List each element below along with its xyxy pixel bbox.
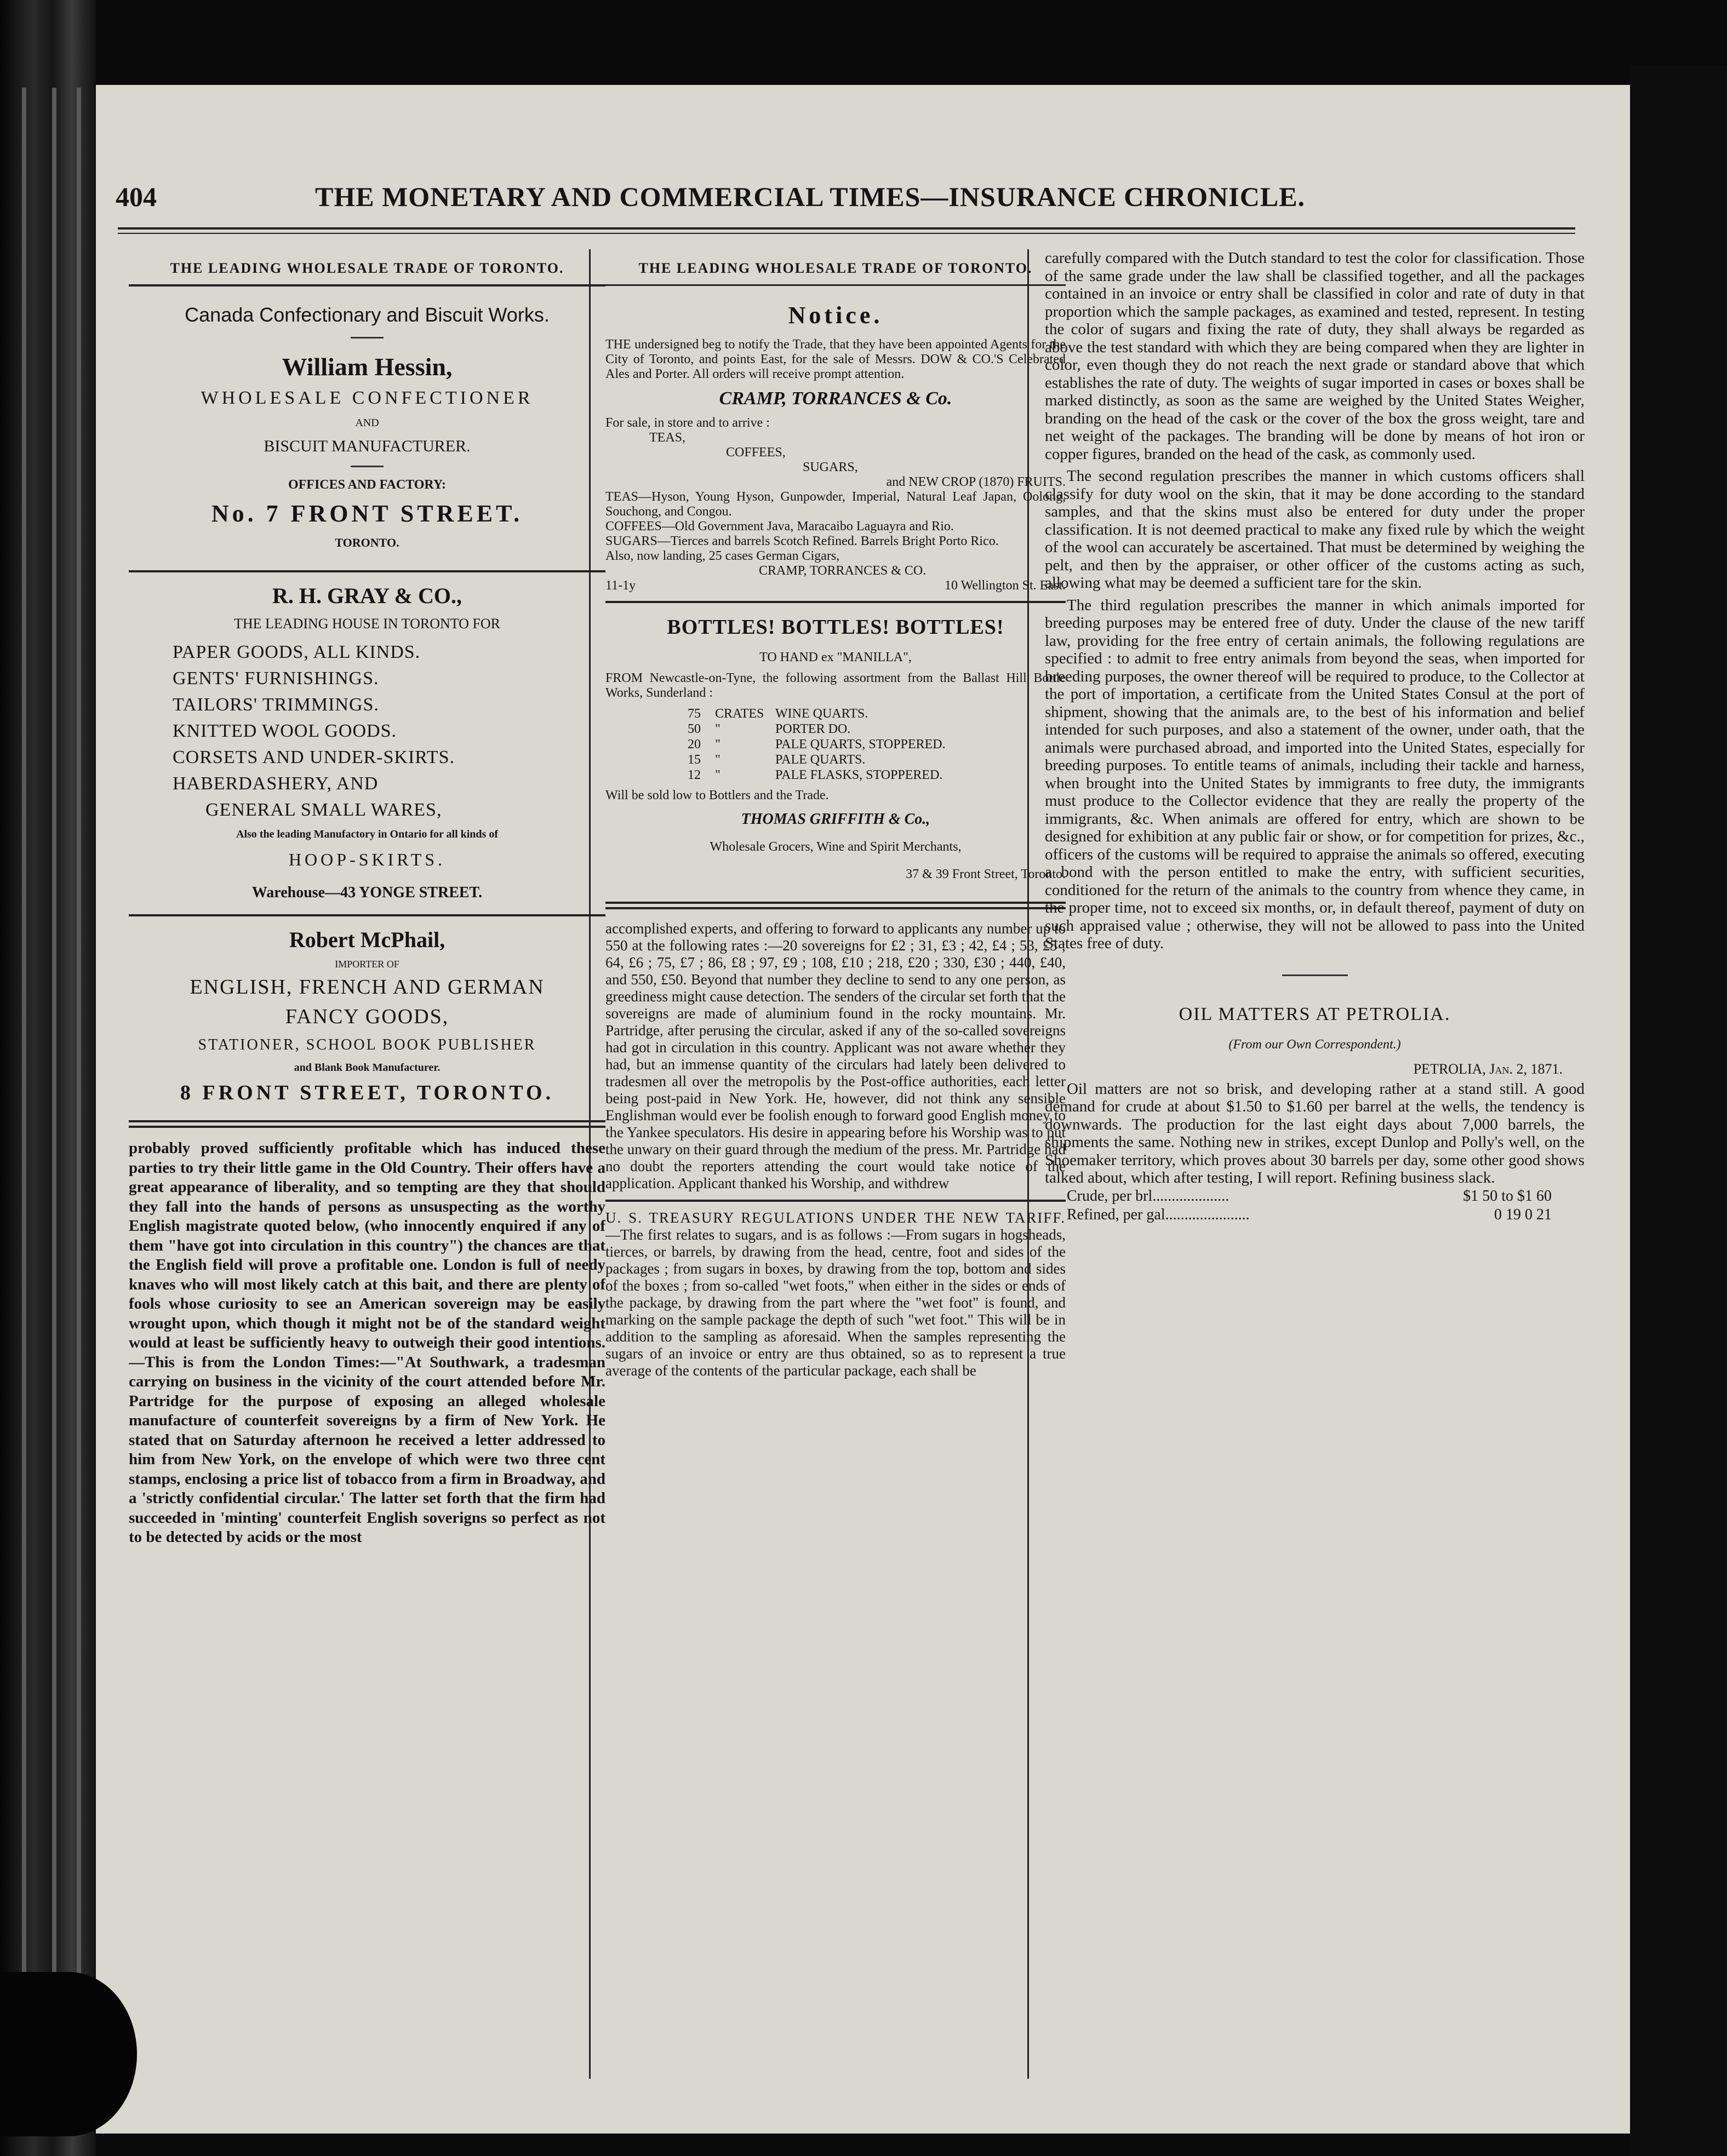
oil-title: OIL MATTERS AT PETROLIA. bbox=[1179, 1004, 1451, 1024]
table-row bbox=[688, 706, 1066, 721]
list-item: CORSETS AND UNDER-SKIRTS. bbox=[173, 747, 455, 767]
sale-item: COFFEES, bbox=[726, 445, 786, 460]
qty: 75 bbox=[688, 707, 701, 721]
notice-text: THE undersigned beg to notify the Trade, that they have been appointed Agents for the City of Toronto, and points East, for the sale of Messrs. DOW & CO.'S Celebrated Ales and Porter. All orders will receive prompt attention. bbox=[605, 337, 1066, 381]
sale-item: and NEW CROP (1870) FRUITS. bbox=[886, 475, 1066, 489]
advert-line: WHOLESALE CONFECTIONER bbox=[201, 388, 534, 408]
price-value: 0 19 0 21 bbox=[1494, 1206, 1552, 1223]
goods-list bbox=[129, 639, 605, 823]
advert-gray bbox=[129, 580, 605, 907]
divider bbox=[129, 570, 605, 572]
sale-item: TEAS, bbox=[649, 431, 685, 445]
advert-tagline: THE LEADING HOUSE IN TORONTO FOR bbox=[233, 616, 501, 632]
list-item: HABERDASHERY, AND bbox=[173, 773, 379, 794]
advert-hessin bbox=[129, 294, 605, 554]
advert-line: BISCUIT MANUFACTURER. bbox=[264, 437, 471, 455]
unit: " bbox=[715, 753, 720, 767]
desc: PALE QUARTS. bbox=[775, 753, 866, 767]
article-body: probably proved sufficiently profitable which has induced these parties to try their little game in the Old Country. Their offers have a great appearance of liberality, and so tempting are they that should they fall into the hands of persons as unsuspecting as the worthy English magistrate quoted below, (who innocently enquired if any of them "have got into circulation in this country") the chances are that the English field will prove a profitable one. London is full of needy knaves who will most likely catch at this bait, and there are plenty of fools whose curiosity to see an American sovereign may be easily wrought upon, which though it might not be of the standard weight would at least be sufficiently heavy to outweigh their good intentions.—This is from the London Times:—"At Southwark, a tradesman carrying on business in the vicinity of the court attended before Mr. Partridge for the purpose of exposing an alleged wholesale manufacture of counterfeit sovereigns by a firm of New York. He stated that on Saturday afternoon he received a letter addressed to him from New York, on the envelope of which were two three cent stamps, enclosing a price list of tobacco from a firm in Broadway, and a 'strictly confidential circular.' The latter set forth that the firm had succeeded in 'minting' counterfeit English soverigns so perfect as not to be detected by acids or the most bbox=[129, 1139, 605, 1546]
binding-edge bbox=[77, 88, 81, 2090]
sale-detail: Also, now landing, 25 cases German Cigars, bbox=[605, 549, 840, 563]
thumb-shadow bbox=[0, 1972, 137, 2136]
advert-warehouse: Warehouse—43 YONGE STREET. bbox=[251, 884, 483, 901]
advert-name: Robert McPhail, bbox=[289, 927, 445, 952]
bottles-sold: Will be sold low to Bottlers and the Trade. bbox=[605, 788, 829, 802]
qty: 12 bbox=[688, 768, 701, 782]
list-item: PAPER GOODS, ALL KINDS. bbox=[173, 642, 421, 662]
table-row bbox=[688, 721, 1066, 737]
sale-item: SUGARS, bbox=[803, 460, 858, 474]
binding-edge bbox=[52, 88, 56, 2090]
bottles-text: FROM Newcastle-on-Tyne, the following assortment from the Ballast Hill Bottle Works, Sunderland : bbox=[605, 671, 1066, 700]
masthead-title: THE MONETARY AND COMMERCIAL TIMES—INSURANCE CHRONICLE. bbox=[315, 181, 1306, 212]
article-body: The second regulation prescribes the manner in which customs officers shall classify for duty wool on the skin, that it may be done according to the standard samples, and that the skins must also be entered for duty under the proper classification. It is not deemed practical to make any fixed rule by which the weight of the wool can accurately be ascertained. That must be determined by weighing the pelt, and then by the appraiser, or other officer of the customs acting as such, allowing what may be deemed a sufficient tare for the skin. bbox=[1045, 467, 1585, 592]
qty: 15 bbox=[688, 753, 701, 767]
bottles-title: BOTTLES! BOTTLES! BOTTLES! bbox=[667, 616, 1004, 639]
divider bbox=[605, 601, 1066, 603]
list-item: GENTS' FURNISHINGS. bbox=[173, 668, 379, 689]
divider bbox=[351, 337, 384, 339]
double-divider bbox=[129, 1120, 605, 1128]
oil-article: Oil matters are not so brisk, and developing rather at a stand still. A good demand for crude at about $1.50 to $1.60 per barrel at the wells, the tendency is downwards. The production for the last eight days about 7,000 barrels, the shipments the same. Nothing new in strikes, except Dunlop and Polly's well, on the Shoemaker territory, which proves about 30 barrels per day, some other good shows talked about, which after testing, I will report. Refining business slack. bbox=[1045, 1080, 1585, 1186]
signature-code: 11-1y bbox=[605, 578, 636, 593]
divider bbox=[605, 284, 1066, 286]
divider bbox=[605, 1200, 1066, 1202]
list-item: TAILORS' TRIMMINGS. bbox=[173, 695, 379, 715]
column-2 bbox=[589, 249, 1082, 2090]
price-row bbox=[1067, 1206, 1585, 1224]
firm-name: CRAMP, TORRANCES & Co. bbox=[719, 388, 952, 409]
advert-address: No. 7 FRONT STREET. bbox=[211, 500, 523, 527]
desc: WINE QUARTS. bbox=[775, 707, 868, 721]
advert-also: Also the leading Manufactory in Ontario for all kinds of bbox=[236, 828, 498, 840]
binding-edge bbox=[22, 88, 26, 2090]
qty: 50 bbox=[688, 722, 701, 736]
scan-border bbox=[1630, 66, 1727, 2156]
bottles-table bbox=[688, 706, 1066, 783]
qty: 20 bbox=[688, 737, 701, 752]
section-heading: THE LEADING WHOLESALE TRADE OF TORONTO. bbox=[170, 260, 564, 276]
page-number: 404 bbox=[116, 181, 157, 212]
unit: CRATES bbox=[715, 707, 764, 721]
divider bbox=[1282, 974, 1348, 976]
table-row bbox=[688, 767, 1066, 783]
griffith-name: THOMAS GRIFFITH & Co., bbox=[741, 811, 930, 828]
sale-detail: TEAS—Hyson, Young Hyson, Gunpowder, Imperial, Natural Leaf Japan, Oolong, Souchong, and Congou. bbox=[605, 490, 1066, 519]
desc: PALE QUARTS, STOPPERED. bbox=[775, 737, 946, 752]
signature-firm: CRAMP, TORRANCES & CO. bbox=[759, 564, 927, 578]
column-1 bbox=[129, 249, 605, 2090]
treasury-heading: U. S. TREASURY REGULATIONS UNDER THE NEW TARIFF. bbox=[605, 1209, 1066, 1226]
advert-goods: ENGLISH, FRENCH AND GERMAN bbox=[190, 976, 545, 999]
treasury-article bbox=[605, 1209, 1066, 1379]
desc: PALE FLASKS, STOPPERED. bbox=[775, 768, 943, 782]
notice-title: Notice. bbox=[788, 302, 883, 329]
unit: " bbox=[715, 722, 720, 736]
advert-title: Canada Confectionary and Biscuit Works. bbox=[185, 303, 550, 326]
advert-city: TORONTO. bbox=[335, 536, 399, 549]
oil-subtitle: (From our Own Correspondent.) bbox=[1228, 1037, 1401, 1052]
book-binding bbox=[0, 0, 96, 2156]
advert-name: R. H. GRAY & CO., bbox=[272, 583, 462, 608]
divider bbox=[129, 914, 605, 916]
article-body: carefully compared with the Dutch standard to test the color for classification. Those of the same grade under the law shall be classified together, and all the packages contained in an invoice or entry shall be classified in color and rate of duty in that proportion which the sample packages, as examined and tested, represent. In testing the color of sugars and fixing the rate of duty, they shall always be regarded as above the test standard with which they are being compared when they are lighter in color, even though they do not reach the next grade or standard above that which establishes the rate of duty. The weights of sugar imported in cases or boxes shall be marked distinctly, as soon as the same are weighed by the United States Weigher, branding on the head of the cask or the cover of the box the gross weight, tare and net weight of the packages. The branding will be done by means of hot iron or copper figures, branded on the head of the cask, as commonly used. bbox=[1045, 249, 1585, 463]
price-row bbox=[1067, 1187, 1585, 1206]
price-value: $1 50 to $1 60 bbox=[1463, 1187, 1552, 1205]
treasury-text: —The first relates to sugars, and is as follows :—From sugars in hogsheads, tierces, or barrels, by drawing from the head, centre, foot and sides of the packages ; from sugars in boxes, by drawing from the top, bottom and sides of the boxes ; from so-called "wet foots," when either in the sides or ends of the package, by drawing from the part where the "wet foot" is found, and marking on the sample package the depth of such "wet foot." This will be in addition to the sampling as aforesaid. When the samples representing the sugars of an invoice or entry are thus obtained, so as to represent a true average of the contents of the particular package, each shall be bbox=[605, 1226, 1066, 1379]
column-3 bbox=[1028, 249, 1601, 2090]
advert-and: AND bbox=[355, 417, 379, 429]
price-label: Crude, per brl.................... bbox=[1067, 1187, 1230, 1205]
article-body: accomplished experts, and offering to forward to applicants any number up to 550 at the following rates :—20 sovereigns for £2 ; 31, £3 ; 42, £4 ; 53, £5 ; 64, £6 ; 75, £7 ; 86, £8 ; 97, £9 ; 108, £10 ; 218, £20 ; 330, £30 ; 440, £40, and 550, £50. Beyond that number they decline to send to any one person, as greediness might cause detection. The senders of the circular set forth that the sovereigns are made of aluminium found in the rocky mountains. Mr. Partridge, after perusing the circular, asked if any of the so-called sovereigns had got in circulation in this country. Applicant was not aware whether they had, but an immense quantity of the circulars had lately been delivered to tradesmen all over the metropolis by the Post-office authorities, each letter being post-paid in New York. He, however, did not think any sensible Englishman would ever be foolish enough to forward good English money to the Yankee speculators. His desire in appearing before his Worship was to put the unwary on their guard through the medium of the press. Mr. Partridge had no doubt the reporters attending the court would take notice of the application. Applicant thanked his Worship, and withdrew bbox=[605, 920, 1066, 1191]
griffith-desc: Wholesale Grocers, Wine and Spirit Merchants, bbox=[710, 840, 962, 854]
table-row bbox=[688, 737, 1066, 752]
list-item: GENERAL SMALL WARES, bbox=[205, 800, 442, 820]
desc: PORTER DO. bbox=[775, 722, 851, 736]
double-divider bbox=[605, 902, 1066, 909]
oil-dateline: PETROLIA, Jan. 2, 1871. bbox=[1413, 1060, 1563, 1077]
griffith-address: 37 & 39 Front Street, Toronto. bbox=[906, 867, 1066, 881]
table-row bbox=[688, 752, 1066, 767]
divider bbox=[129, 284, 605, 286]
list-item: KNITTED WOOL GOODS. bbox=[173, 721, 397, 741]
header-rule bbox=[118, 227, 1575, 230]
sale-detail: COFFEES—Old Government Java, Maracaibo Laguayra and Rio. bbox=[605, 519, 954, 534]
advert-address: 8 FRONT STREET, TORONTO. bbox=[180, 1081, 554, 1104]
newspaper-page bbox=[96, 85, 1630, 2134]
bottles-sub: TO HAND ex "MANILLA", bbox=[759, 650, 912, 664]
sale-detail: SUGARS—Tierces and barrels Scotch Refined. Barrels Bright Porto Rico. bbox=[605, 534, 999, 548]
divider bbox=[351, 466, 384, 467]
article-body: The third regulation prescribes the manner in which animals imported for breeding purposes may be entered free of duty. Under the clause of the new tariff law, providing for the free entry of certain animals, the following regulations are specified : to admit to free entry animals from beyond the seas, when imported for breeding purposes, the owner thereof will be required to produce, to the Collector at the port of importation, a certificate from the United States Consul at the port of shipment, showing that the animals are, to the best of his information and belief intended for such purposes, and also a statement of the owner, under oath, that the animals were purchased abroad, and imported into the United States, especially for breeding purposes. To entitle teams of animals, including their tackle and harness, when brought into the United States by immigrants to free duty, the immigrants must produce to the Collector evidence that they are really the property of the immigrants, &c. When animals are offered for entry, which are shown to be designed for exhibition at any public fair or show, or for competition for prizes, &c., officers of the customs will be required to appraise the animals so offered, executing a bond with the person entitled to make the entry, with sufficient securities, conditioned for the return of the animals to the country from whence they came, in the proper time, not to exceed six months, or, in default thereof, payment of duty on such appraised value ; otherwise, they will not be allowed to pass into the United States free of duty. bbox=[1045, 596, 1585, 952]
signature-line bbox=[605, 578, 1066, 593]
signature-address: 10 Wellington St. East. bbox=[945, 578, 1066, 593]
advert-offices: OFFICES AND FACTORY: bbox=[288, 478, 447, 492]
advert-importer: IMPORTER OF bbox=[335, 959, 399, 970]
advert-hoop: HOOP-SKIRTS. bbox=[288, 850, 446, 869]
header-rule-thin bbox=[118, 233, 1575, 234]
advert-name: William Hessin, bbox=[282, 353, 453, 381]
advert-stationer: STATIONER, SCHOOL BOOK PUBLISHER bbox=[198, 1036, 536, 1053]
unit: " bbox=[715, 768, 720, 782]
sale-intro: For sale, in store and to arrive : bbox=[605, 416, 770, 430]
unit: " bbox=[715, 737, 720, 752]
advert-mcphail bbox=[129, 924, 605, 1109]
advert-goods: FANCY GOODS, bbox=[285, 1005, 449, 1028]
price-label: Refined, per gal...................... bbox=[1067, 1206, 1250, 1223]
advert-blank: and Blank Book Manufacturer. bbox=[294, 1062, 441, 1074]
price-list bbox=[1045, 1187, 1585, 1224]
section-heading: THE LEADING WHOLESALE TRADE OF TORONTO. bbox=[638, 260, 1033, 276]
